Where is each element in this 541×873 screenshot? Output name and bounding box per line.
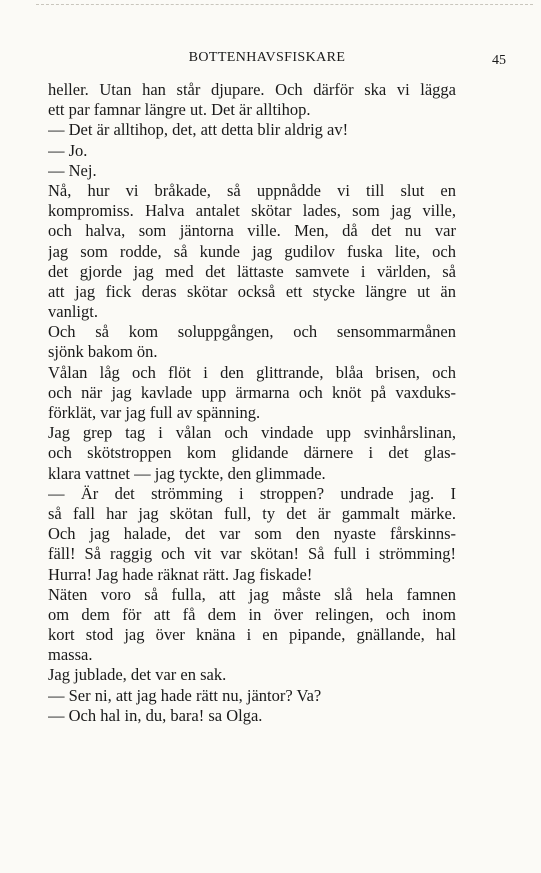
text-line: — Jo. — [48, 140, 88, 160]
text-line: och halva, som jäntorna ville. Men, då det nu var — [48, 221, 456, 241]
text-line: Och så kom soluppgången, och sensommarmånen — [48, 322, 456, 342]
text-line: det gjorde jag med det lättaste samvete i världen, så — [48, 261, 456, 281]
text-line: massa. — [48, 645, 93, 665]
text-line: att jag fick deras skötar också ett stycke längre ut än — [48, 281, 456, 301]
text-line: kort stod jag över knäna i en pipande, gnällande, hal — [48, 625, 456, 645]
text-line: — Det är alltihop, det, att detta blir aldrig av! — [48, 120, 349, 140]
page-header — [52, 50, 506, 70]
text-line: Näten voro så fulla, att jag måste slå hela famnen — [48, 584, 456, 604]
text-line: ett par famnar längre ut. Det är alltihop. — [48, 100, 311, 120]
text-line: så fall har jag skötan full, ty det är gammalt märke. — [48, 503, 456, 523]
text-line: och när jag kavlade upp ärmarna och knöt på vaxduks- — [48, 382, 456, 402]
body-text — [48, 80, 456, 726]
page-number: 45 — [492, 53, 506, 68]
text-line: Och jag halade, det var som den nyaste fårskinns- — [48, 524, 456, 544]
text-line: heller. Utan han står djupare. Och därför ska vi lägga — [48, 80, 456, 99]
top-edge-rule — [36, 4, 533, 5]
text-line: Vålan låg och flöt i den glittrande, blåa brisen, och — [48, 362, 456, 382]
text-line: sjönk bakom ön. — [48, 342, 158, 362]
text-line: — Ser ni, att jag hade rätt nu, jäntor? Va? — [48, 685, 322, 705]
text-line: fäll! Så raggig och vit var skötan! Så full i strömming! — [48, 544, 456, 564]
text-line: kompromiss. Halva antalet skötar lades, som jag ville, — [48, 201, 456, 221]
text-line: förklät, var jag full av spänning. — [48, 403, 261, 422]
text-line: — Nej. — [48, 160, 97, 180]
text-line: vanligt. — [48, 302, 98, 322]
running-title: BOTTENHAVSFISKARE — [188, 50, 346, 65]
text-line: Nå, hur vi bråkade, så uppnådde vi till slut en — [48, 180, 456, 200]
text-line: och skötstroppen kom glidande därnere i det glas- — [48, 443, 456, 463]
text-line: klara vattnet — jag tyckte, den glimmade. — [48, 463, 326, 483]
text-line: jag som rodde, så kunde jag gudilov fuska lite, och — [48, 241, 456, 261]
text-line: om dem för att få dem in över relingen, och inom — [48, 604, 456, 624]
text-line: Jag jublade, det var en sak. — [48, 665, 227, 685]
text-line: — Och hal in, du, bara! sa Olga. — [48, 705, 263, 725]
text-line: Jag grep tag i vålan och vindade upp svinhårslinan, — [48, 423, 456, 443]
text-line: Hurra! Jag hade räknat rätt. Jag fiskade! — [48, 564, 313, 584]
text-line: — Är det strömming i stroppen? undrade jag. I — [48, 483, 456, 503]
